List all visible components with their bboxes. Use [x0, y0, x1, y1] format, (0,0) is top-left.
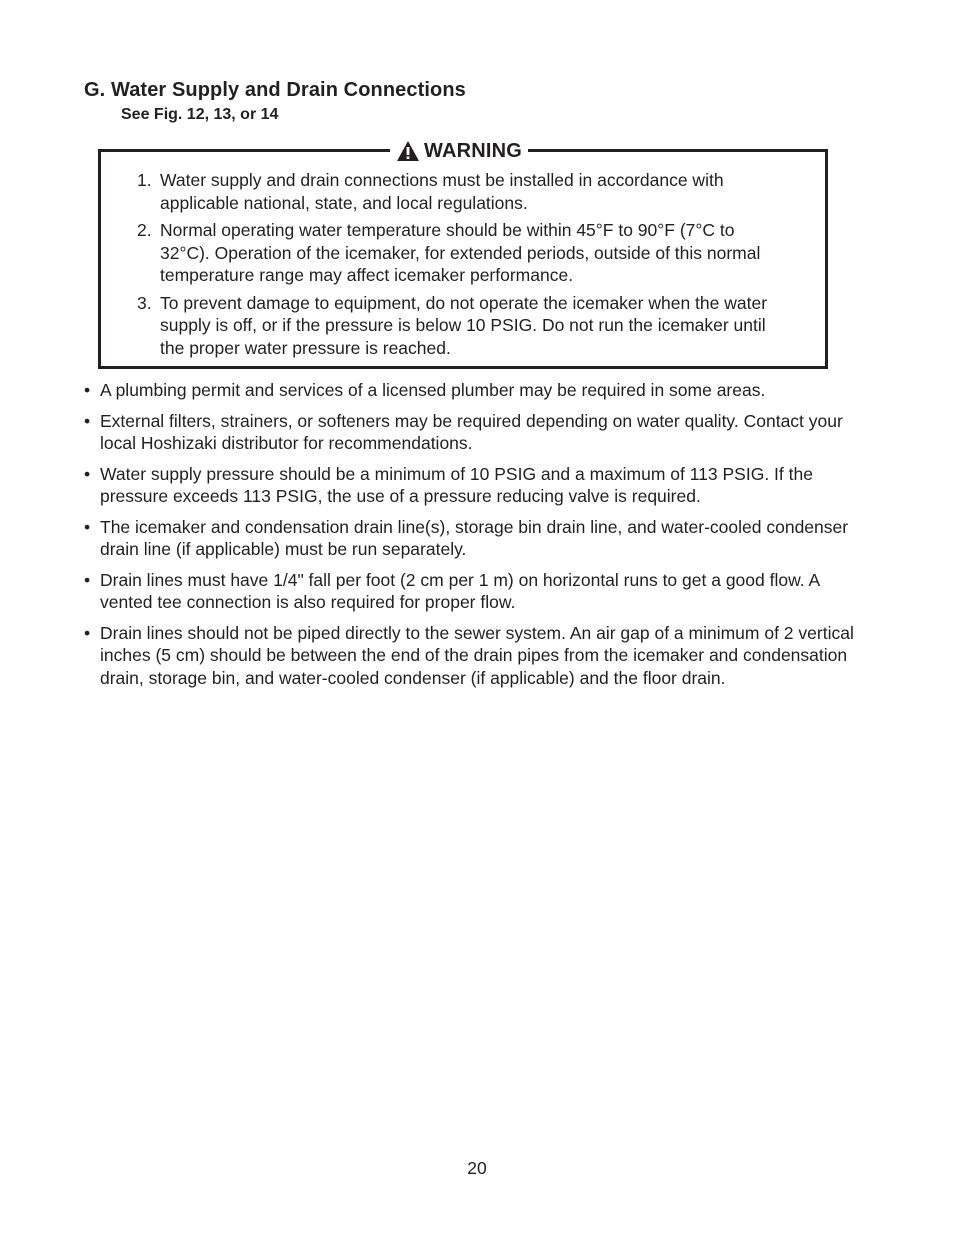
bullet-text: Drain lines must have 1/4" fall per foot (2 cm per 1 m) on horizontal runs to get a good flow. A vented tee connection is also required for proper flow. — [100, 569, 820, 612]
warning-item-text: To prevent damage to equipment, do not operate the icemaker when the water supply is off, or if the pressure is below 10 PSIG. Do not run the icemaker until the proper water pressure is reached. — [160, 292, 768, 358]
bullet-mark: • — [84, 410, 91, 431]
bullet-text: Drain lines should not be piped directly to the sewer system. An air gap of a minimum of 2 vertical inches (5 cm) should be between the end of the drain pipes from the icemaker and condensation drain, storage bin, and water-cooled condenser (if applicable) and the floor drain. — [100, 622, 854, 688]
bullet-item — [84, 569, 854, 614]
bullet-item — [84, 516, 854, 561]
warning-list — [137, 169, 777, 364]
warning-item-3 — [137, 292, 777, 360]
bullet-mark: • — [84, 463, 91, 484]
section-subtitle: See Fig. 12, 13, or 14 — [121, 106, 279, 123]
bullet-list — [84, 379, 854, 697]
warning-triangle-icon — [396, 140, 420, 162]
bullet-mark: • — [84, 569, 91, 590]
bullet-item — [84, 463, 854, 508]
warning-item-number: 1. — [137, 170, 152, 190]
warning-item-2 — [137, 219, 777, 287]
warning-item-number: 3. — [137, 292, 152, 313]
bullet-text: The icemaker and condensation drain line(s), storage bin drain line, and water-cooled condenser drain line (if applicable) must be run separately. — [100, 516, 849, 559]
bullet-item — [84, 622, 854, 690]
bullet-text: External filters, strainers, or softeners may be required depending on water quality. Contact your local Hoshizaki distributor for recommendations. — [100, 410, 843, 453]
page-number: 20 — [467, 1158, 487, 1178]
warning-item-1 — [137, 169, 777, 214]
warning-item-text: Water supply and drain connections must be installed in accordance with applicable national, state, and local regulations. — [160, 170, 724, 213]
warning-label: WARNING — [424, 139, 523, 162]
bullet-mark: • — [84, 516, 91, 537]
warning-header — [390, 138, 528, 164]
bullet-mark: • — [84, 380, 91, 400]
bullet-item — [84, 410, 854, 455]
bullet-item — [84, 379, 854, 402]
bullet-text: Water supply pressure should be a minimum of 10 PSIG and a maximum of 113 PSIG. If the pressure exceeds 113 PSIG, the use of a pressure reducing valve is required. — [100, 463, 813, 506]
bullet-text: A plumbing permit and services of a licensed plumber may be required in some areas. — [100, 380, 766, 400]
section-title: G. Water Supply and Drain Connections — [84, 79, 466, 101]
warning-item-text: Normal operating water temperature should be within 45°F to 90°F (7°C to 32°C). Operation of the icemaker, for extended periods, outside of this normal temperature range may affect icemaker performance. — [160, 220, 761, 285]
bullet-mark: • — [84, 622, 91, 643]
warning-item-number: 2. — [137, 220, 152, 240]
